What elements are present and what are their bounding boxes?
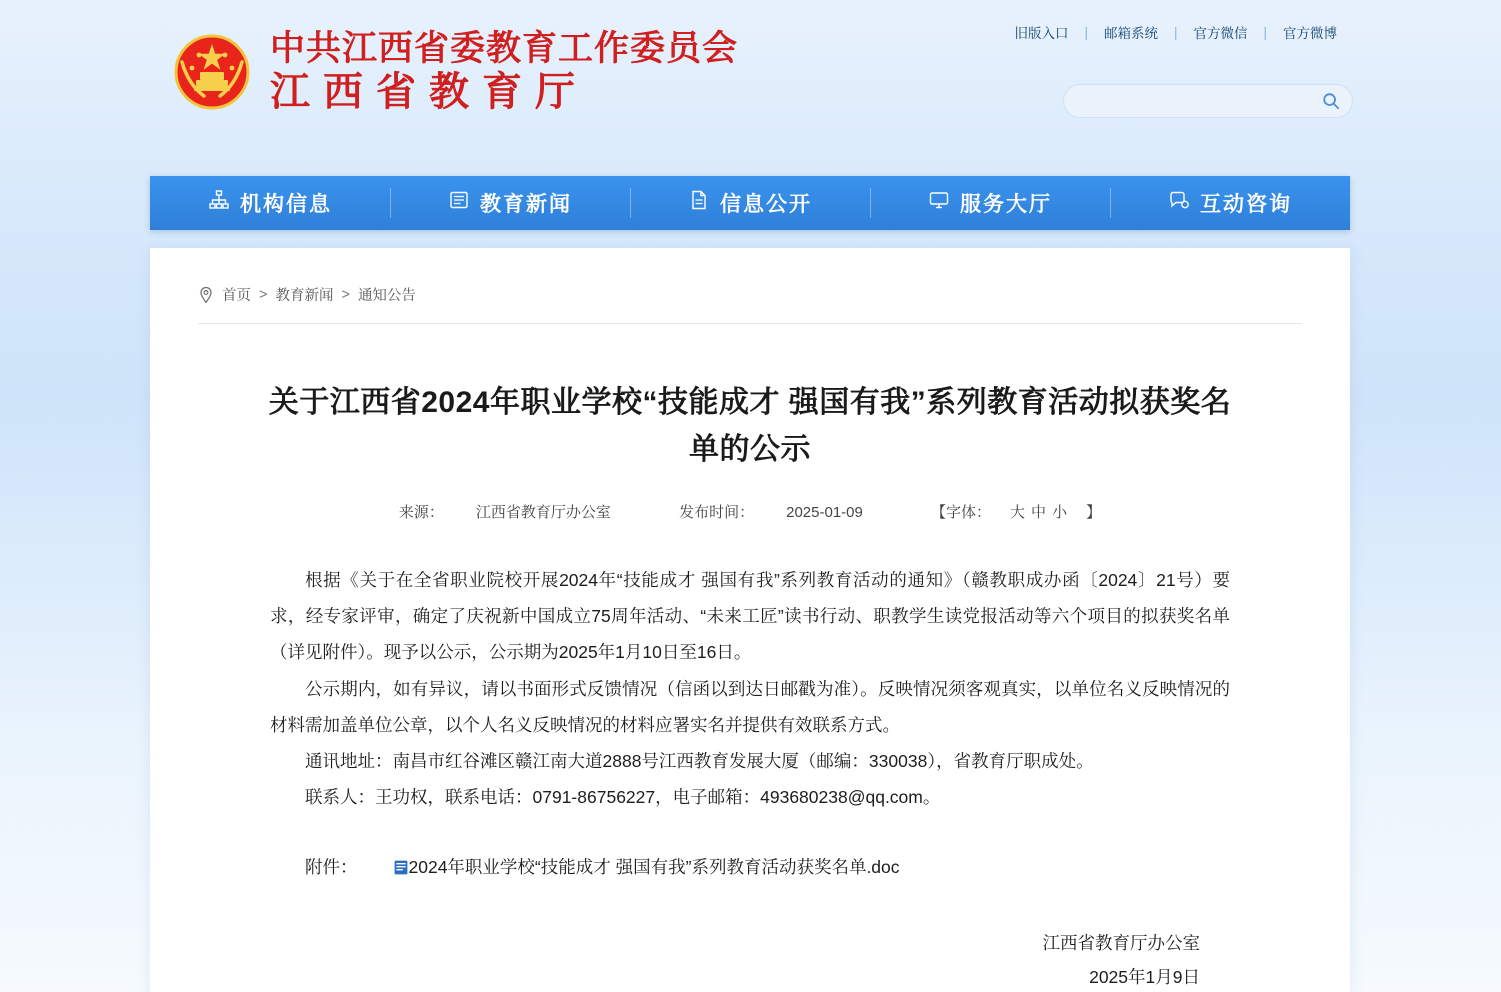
top-link-wechat[interactable]: 官方微信 xyxy=(1193,26,1248,41)
search-area xyxy=(1063,84,1353,118)
article-paragraph: 联系人：王功权，联系电话：0791-86756227，电子邮箱：493680238@qq.com。 xyxy=(305,787,941,808)
top-link-weibo[interactable]: 官方微博 xyxy=(1283,26,1337,41)
breadcrumb xyxy=(198,248,1302,324)
chat-icon xyxy=(1168,189,1190,217)
signoff-date: 2025年1月9日 xyxy=(1089,966,1200,987)
article-paragraph: 根据《关于在全省职业院校开展2024年“技能成才 强国有我”系列教育活动的通知》（赣教职成办函〔2024〕21号）要求，经专家评审，确定了庆祝新中国成立75周年活动、“未来工匠”读书行动、职教学生读党报活动等六个项目的拟获奖名单（详见附件）。现予以公示，公示期为2025年1月10日至16日。 xyxy=(270,570,1230,663)
breadcrumb-item-news[interactable]: 教育新闻 xyxy=(275,288,334,304)
org-chart-icon xyxy=(208,189,230,217)
article-paragraph: 通讯地址：南昌市红谷滩区赣江南大道2888号江西教育发展大厦（邮编：330038），省教育厅职成处。 xyxy=(305,751,1094,772)
word-doc-icon xyxy=(359,859,408,880)
search-icon[interactable] xyxy=(1322,92,1340,110)
breadcrumb-separator: > xyxy=(259,286,268,303)
top-utility-bar xyxy=(998,22,1353,42)
font-size-small[interactable]: 小 xyxy=(1052,504,1068,521)
font-size-controls: 【字体： 大 中 小 】 xyxy=(931,504,1102,521)
nav-label: 教育新闻 xyxy=(480,193,572,216)
nav-item-education-news[interactable] xyxy=(390,176,630,230)
nav-item-service-hall[interactable] xyxy=(870,176,1110,230)
top-link-divider: | xyxy=(1173,24,1178,40)
news-icon xyxy=(448,189,470,217)
nav-label: 信息公开 xyxy=(720,193,812,216)
site-title-primary: 中共江西省委教育工作委员会 xyxy=(270,28,739,68)
breadcrumb-item-home[interactable]: 首页 xyxy=(222,288,251,304)
attachment-row xyxy=(270,854,1230,880)
font-size-medium[interactable]: 中 xyxy=(1031,504,1047,521)
attachment-link[interactable]: 2024年职业学校“技能成才 强国有我”系列教育活动获奖名单.doc xyxy=(408,856,900,877)
top-link-divider: | xyxy=(1263,24,1267,40)
search-input[interactable] xyxy=(1080,94,1322,109)
article-signoff xyxy=(150,926,1200,992)
nav-item-org-info[interactable] xyxy=(150,176,390,230)
top-link-mail-system[interactable]: 邮箱系统 xyxy=(1103,26,1158,41)
breadcrumb-separator: > xyxy=(341,286,350,303)
article-source: 来源： 江西省教育厅办公室 xyxy=(398,504,611,521)
content-card xyxy=(150,248,1350,992)
national-emblem-icon xyxy=(168,28,256,116)
article-body xyxy=(270,562,1230,816)
main-navigation xyxy=(150,176,1350,230)
font-size-large[interactable]: 大 xyxy=(1010,504,1026,521)
nav-item-info-disclosure[interactable] xyxy=(630,176,870,230)
nav-label: 互动咨询 xyxy=(1200,193,1292,216)
search-box[interactable] xyxy=(1063,84,1353,118)
article-meta xyxy=(150,501,1350,522)
article-publish-time: 发布时间： 2025-01-09 xyxy=(679,504,863,521)
signoff-organization: 江西省教育厅办公室 xyxy=(1042,932,1200,953)
attachment-label: 附件： xyxy=(305,856,358,877)
breadcrumb-item-notice[interactable]: 通知公告 xyxy=(357,288,416,304)
top-link-old-version[interactable]: 旧版入口 xyxy=(1014,26,1069,41)
site-title-secondary: 江西省教育厅 xyxy=(270,69,588,115)
site-header xyxy=(168,28,738,116)
location-pin-icon xyxy=(198,286,214,304)
nav-item-interactive-consult[interactable] xyxy=(1110,176,1350,230)
document-icon xyxy=(688,189,710,217)
page-title: 关于江西省2024年职业学校“技能成才 强国有我”系列教育活动拟获奖名单的公示 xyxy=(268,386,1232,466)
top-link-divider: | xyxy=(1084,24,1088,40)
article-paragraph: 公示期内，如有异议，请以书面形式反馈情况（信函以到达日邮戳为准）。反映情况须客观真实，以单位名义反映情况的材料需加盖单位公章，以个人名义反映情况的材料应署实名并提供有效联系方式。 xyxy=(270,678,1230,735)
monitor-icon xyxy=(928,189,950,217)
nav-label: 服务大厅 xyxy=(960,193,1052,216)
nav-label: 机构信息 xyxy=(240,193,332,216)
